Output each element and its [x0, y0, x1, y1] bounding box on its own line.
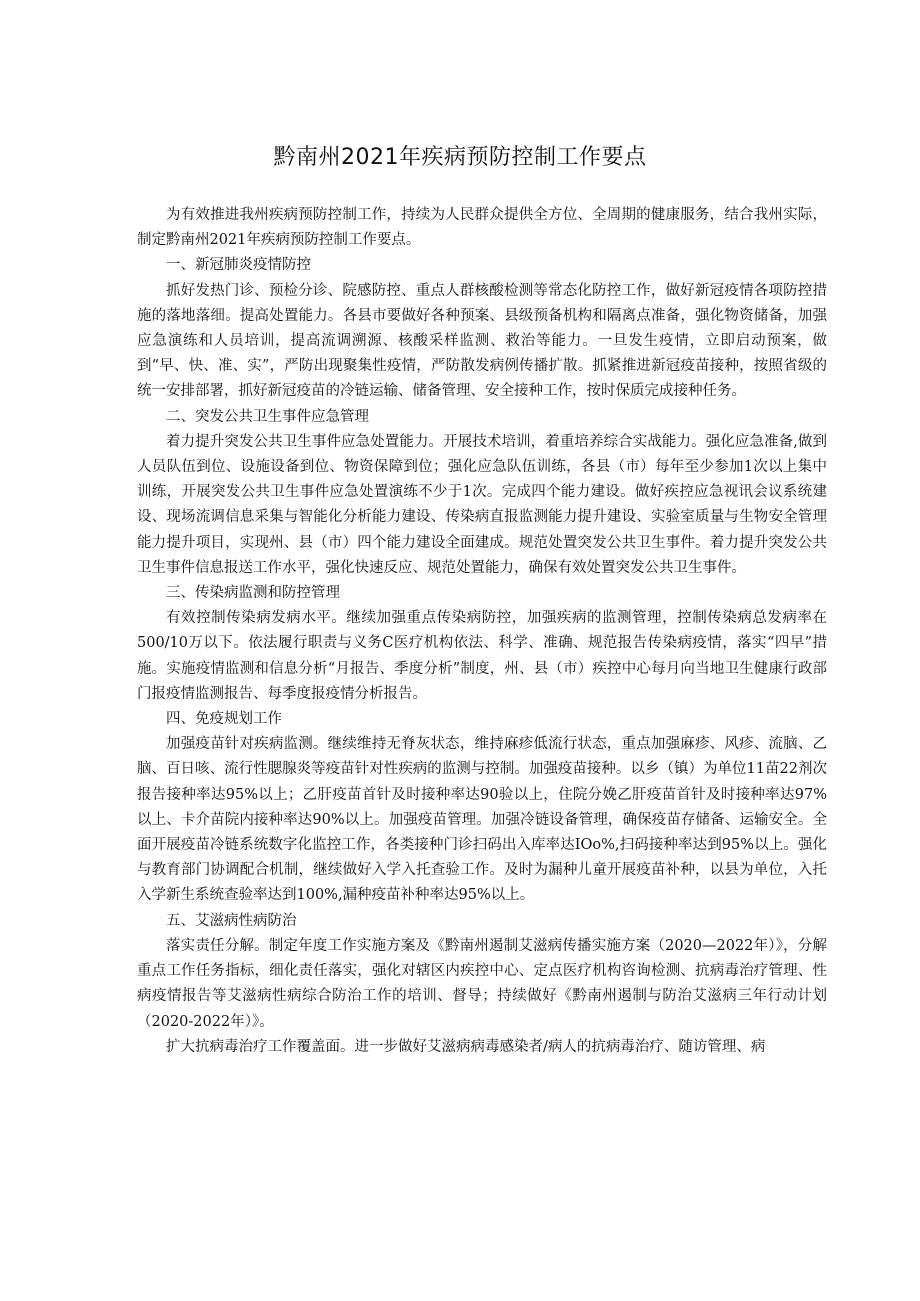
section-heading-5: 五、艾滋病性病防治 — [166, 912, 297, 929]
section-heading-3: 三、传染病监测和防控管理 — [166, 585, 340, 602]
section-paragraph: 有效控制传染病发病水平。继续加强重点传染病防控，加强疾病的监测管理，控制传染病总发病率在500/10万以下。依法履行职责与义务C医疗机构依法、科学、准确、规范报告传染病疫情，落实“四早”措施。实施疫情监测和信息分析“月报告、季度分析”制度，州、县（市）疾控中心每月向当地卫生健康行政部门报疫情监测报告、每季度报疫情分析报告。 — [137, 610, 827, 702]
section-heading-2: 二、突发公共卫生事件应急管理 — [166, 408, 369, 425]
section-heading-1: 一、新冠肺炎疫情防控 — [166, 257, 311, 274]
section-paragraph: 落实责任分解。制定年度工作实施方案及《黔南州遏制艾滋病传播实施方案（2020—2022年）》，分解重点工作任务指标，细化责任落实，强化对辖区内疾控中心、定点医疗机构咨询检测、抗病毒治疗管理、性病疫情报告等艾滋病性病综合防治工作的培训、督导；持续做好《黔南州遏制与防治艾滋病三年行动计划（2020-2022年）》。 — [137, 937, 827, 1030]
section-paragraph: 扩大抗病毒治疗工作覆盖面。进一步做好艾滋病病毒感染者/病人的抗病毒治疗、随访管理、病 — [166, 1038, 766, 1055]
intro-paragraph: 为有效推进我州疾病预防控制工作，持续为人民群众提供全方位、全周期的健康服务，结合我州实际，制定黔南州2021年疾病预防控制工作要点。 — [137, 207, 827, 249]
document-body — [137, 203, 827, 1060]
document-title: 黔南州2021年疾病预防控制工作要点 — [273, 145, 647, 170]
section-paragraph: 加强疫苗针对疾病监测。继续维持无脊灰状态，维持麻疹低流行状态，重点加强麻疹、风疹、流脑、乙脑、百日咳、流行性腮腺炎等疫苗针对性疾病的监测与控制。加强疫苗接种。以乡（镇）为单位11苗22剂次报告接种率达95%以上；乙肝疫苗首针及时接种率达90验以上，住院分娩乙肝疫苗首针及时接种率达97%以上、卡介苗院内接种率达90%以上。加强疫苗管理。加强冷链设备管理，确保疫苗存储备、运输安全。全面开展疫苗冷链系统数字化监控工作，各类接种门诊扫码出入库率达IOo%,扫码接种率达到95%以上。强化与教育部门协调配合机制，继续做好入学入托查验工作。及时为漏种儿童开展疫苗补种，以县为单位，入托入学新生系统查验率达到100%,漏种疫苗补种率达95%以上。 — [137, 736, 827, 904]
section-paragraph: 着力提升突发公共卫生事件应急处置能力。开展技术培训，着重培养综合实战能力。强化应急准备,做到人员队伍到位、设施设备到位、物资保障到位；强化应急队伍训练，各县（市）每年至少参加1次以上集中训练，开展突发公共卫生事件应急处置演练不少于1次。完成四个能力建设。做好疾控应急视讯会议系统建设、现场流调信息采集与智能化分析能力建设、传染病直报监测能力提升建设、实验室质量与生物安全管理能力提升项目，实现州、县（市）四个能力建设全面建成。规范处置突发公共卫生事件。着力提升突发公共卫生事件信息报送工作水平，强化快速反应、规范处置能力，确保有效处置突发公共卫生事件。 — [137, 433, 827, 576]
section-paragraph: 抓好发热门诊、预检分诊、院感防控、重点人群核酸检测等常态化防控工作，做好新冠疫情各项防控措施的落地落细。提高处置能力。各县市要做好各种预案、县级预备机构和隔离点准备，强化物资储备，加强应急演练和人员培训，提高流调溯源、核酸采样监测、救治等能力。一旦发生疫情，立即启动预案，做到“早、快、准、实”，严防出现聚集性疫情，严防散发病例传播扩散。抓紧推进新冠疫苗接种，按照省级的统一安排部署，抓好新冠疫苗的冷链运输、储备管理、安全接种工作，按时保质完成接种任务。 — [137, 282, 827, 400]
section-heading-4: 四、免疫规划工作 — [166, 711, 282, 728]
